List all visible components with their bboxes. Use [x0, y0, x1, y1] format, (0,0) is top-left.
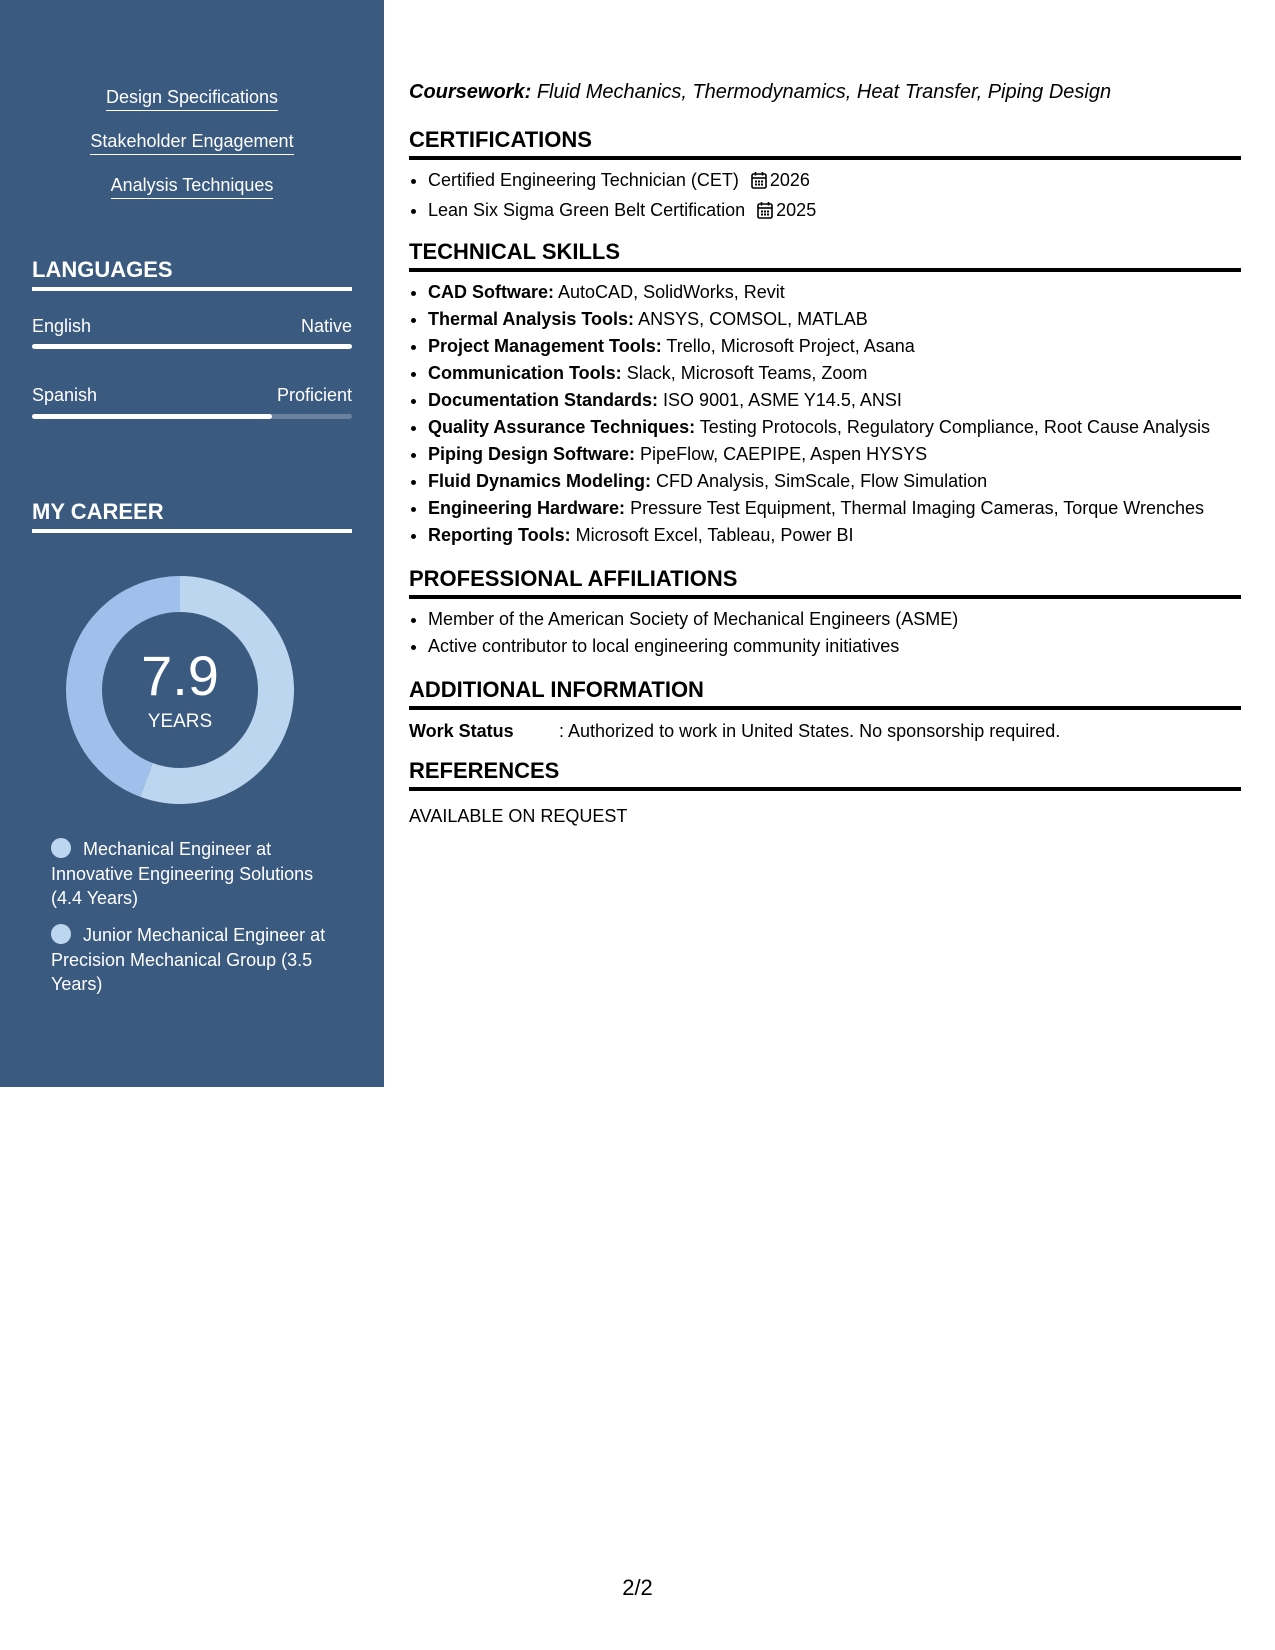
skill-value: ISO 9001, ASME Y14.5, ANSI	[663, 390, 902, 410]
legend-dot-icon	[51, 924, 71, 944]
language-name: Spanish	[32, 385, 98, 405]
career-total	[66, 576, 294, 804]
career-total-unit: YEARS	[147, 711, 213, 732]
skill-item	[428, 279, 1210, 306]
career-item	[51, 837, 341, 911]
skill-value: AutoCAD, SolidWorks, Revit	[558, 282, 785, 302]
certification-item	[428, 197, 816, 227]
skill-item	[428, 522, 1210, 549]
skill-item	[428, 414, 1210, 441]
skill-value: Testing Protocols, Regulatory Compliance, Root Cause Analysis	[699, 417, 1211, 437]
language-bar-english	[32, 344, 352, 349]
skill-label: Fluid Dynamics Modeling:	[428, 471, 652, 491]
coursework-line	[409, 79, 1111, 105]
certification-name: Lean Six Sigma Green Belt Certification	[428, 200, 746, 220]
work-status-label: Work Status	[409, 721, 514, 741]
sidebar-links	[0, 86, 384, 218]
technical-skills-heading: TECHNICAL SKILLS	[409, 239, 1241, 272]
skill-label: Quality Assurance Techniques:	[428, 417, 696, 437]
page-number: 2/2	[622, 1575, 653, 1600]
language-bar-fill	[32, 344, 352, 349]
skill-value: CFD Analysis, SimScale, Flow Simulation	[656, 471, 988, 491]
references-text: AVAILABLE ON REQUEST	[409, 806, 628, 826]
skill-item	[428, 306, 1210, 333]
career-item-text: Mechanical Engineer at Innovative Engineering Solutions (4.4 Years)	[51, 839, 314, 908]
skill-label: Documentation Standards:	[428, 390, 659, 410]
certification-year: 2026	[769, 170, 810, 190]
coursework-text: Fluid Mechanics, Thermodynamics, Heat Transfer, Piping Design	[536, 81, 1112, 103]
affiliation-item: • Active contributor to local engineering community initiatives	[428, 633, 958, 660]
language-level: Proficient	[276, 385, 352, 405]
additional-information-heading: ADDITIONAL INFORMATION	[409, 677, 1241, 710]
language-level: Native	[300, 316, 352, 336]
skill-item	[428, 333, 1210, 360]
legend-dot-icon	[51, 838, 71, 858]
coursework-label: Coursework:	[409, 81, 532, 103]
skill-item	[428, 441, 1210, 468]
career-item	[51, 923, 341, 997]
skill-value: Microsoft Excel, Tableau, Power BI	[575, 525, 854, 545]
certification-name: Certified Engineering Technician (CET)	[428, 170, 739, 190]
career-heading: MY CAREER	[32, 499, 352, 533]
skill-label: Communication Tools:	[428, 363, 622, 383]
skill-item	[428, 468, 1210, 495]
skill-item	[428, 495, 1210, 522]
languages-heading: LANGUAGES	[32, 257, 352, 291]
skill-label: Thermal Analysis Tools:	[428, 309, 635, 329]
skill-label: CAD Software:	[428, 282, 555, 302]
skill-value: Trello, Microsoft Project, Asana	[666, 336, 915, 356]
skill-label: Piping Design Software:	[428, 444, 636, 464]
technical-skills-list	[409, 279, 1210, 549]
sidebar	[0, 0, 384, 1087]
affiliations-heading: PROFESSIONAL AFFILIATIONS	[409, 566, 1241, 599]
skill-label: Reporting Tools:	[428, 525, 571, 545]
skill-value: ANSYS, COMSOL, MATLAB	[638, 309, 868, 329]
certifications-list	[409, 167, 816, 227]
career-item-text: Junior Mechanical Engineer at Precision Mechanical Group (3.5 Years)	[51, 925, 326, 994]
skill-item	[428, 387, 1210, 414]
language-name: English	[32, 316, 92, 336]
certification-item	[428, 167, 816, 197]
work-status-value: : Authorized to work in United States. No sponsorship required.	[559, 721, 1061, 741]
language-bar-fill	[32, 414, 272, 419]
work-status-row	[409, 720, 1060, 742]
career-total-value: 7.9	[141, 644, 219, 707]
link-stakeholder-engagement[interactable]: Stakeholder Engagement	[90, 130, 293, 155]
language-row-english	[32, 315, 352, 337]
skill-value: PipeFlow, CAEPIPE, Aspen HYSYS	[640, 444, 928, 464]
link-design-specifications[interactable]: Design Specifications	[106, 86, 278, 111]
calendar-icon	[751, 170, 767, 197]
calendar-icon	[757, 200, 773, 227]
affiliation-item: • Member of the American Society of Mechanical Engineers (ASME)	[428, 606, 958, 633]
references-heading: REFERENCES	[409, 758, 1241, 791]
skill-label: Engineering Hardware:	[428, 498, 626, 518]
skill-item	[428, 360, 1210, 387]
language-bar-spanish	[32, 414, 352, 419]
certifications-heading: CERTIFICATIONS	[409, 127, 1241, 160]
affiliations-list	[409, 606, 958, 660]
skill-value: Pressure Test Equipment, Thermal Imaging Cameras, Torque Wrenches	[630, 498, 1204, 518]
skill-value: Slack, Microsoft Teams, Zoom	[626, 363, 868, 383]
skill-label: Project Management Tools:	[428, 336, 662, 356]
link-analysis-techniques[interactable]: Analysis Techniques	[111, 174, 274, 199]
language-row-spanish	[32, 384, 352, 406]
certification-year: 2025	[776, 200, 817, 220]
